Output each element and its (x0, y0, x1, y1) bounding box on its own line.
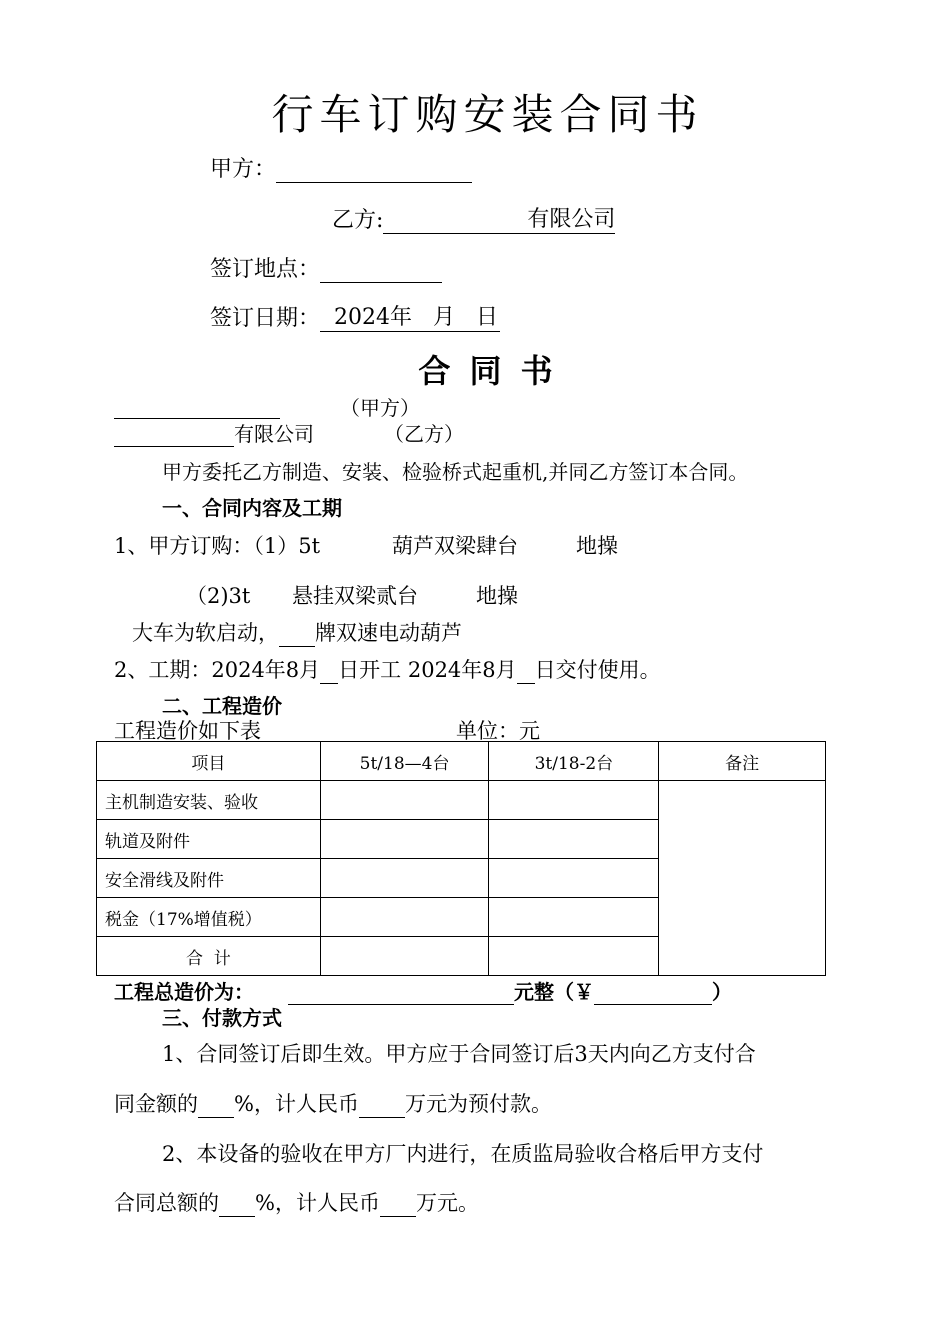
section2-heading: 二、工程造价 (162, 694, 282, 718)
schedule-end-prefix: 日开工 2024年8月 (338, 658, 517, 682)
cell-5t (320, 898, 489, 937)
schedule-start-day-blank (320, 661, 338, 684)
party-a-line (210, 152, 472, 183)
p1-prefix: 同金额的 (114, 1092, 198, 1116)
row-label: 税金（17%增值税） (97, 898, 321, 937)
total-price-line (114, 976, 732, 1005)
table-row (97, 781, 826, 820)
order-item-2-prefix: （2)3t (186, 584, 251, 608)
prepay-amount-blank (359, 1095, 405, 1118)
prepay-percent-blank (198, 1095, 234, 1118)
order-item-1-desc: 葫芦双梁肆台 (392, 534, 518, 558)
cell-3t (489, 859, 659, 898)
party-b-blank (383, 202, 615, 234)
header-3t: 3t/18-2台 (489, 742, 659, 781)
motor-post: 牌双速电动葫芦 (315, 621, 462, 645)
schedule-end-day-blank (517, 661, 535, 684)
payment-para2-line2 (114, 1187, 479, 1217)
party-b-name-suffix: 有限公司 (234, 422, 314, 446)
party-b-line (332, 202, 615, 234)
table-caption: 工程造价如下表 (114, 719, 261, 743)
party-b-tag: （乙方） (384, 422, 464, 446)
p2-suffix: 万元。 (415, 1191, 479, 1215)
total-price-close: ） (712, 980, 732, 1004)
total-price-label: 工程总造价为： (114, 980, 254, 1004)
payment-para1-line2 (114, 1088, 552, 1118)
payment-para1-line1: 1、合同签订后即生效。甲方应于合同签订后3天内向乙方支付合 (162, 1042, 756, 1066)
row-label: 主机制造安装、验收 (97, 781, 321, 820)
total-price-suffix: 元整（￥ (514, 980, 594, 1004)
header-item: 项目 (97, 742, 321, 781)
cell-5t (320, 820, 489, 859)
schedule-line (114, 654, 661, 684)
table-header-row (97, 742, 826, 781)
schedule-start-prefix: 2、工期：2024年8月 (114, 658, 321, 682)
motor-pre: 大车为软启动， (132, 621, 279, 645)
party-b-name-line (114, 418, 314, 447)
section1-heading: 一、合同内容及工期 (162, 496, 342, 520)
p1-mid: %，计人民币 (234, 1092, 359, 1116)
p2-prefix: 合同总额的 (114, 1191, 219, 1215)
row-label: 安全滑线及附件 (97, 859, 321, 898)
p1-suffix: 万元为预付款。 (404, 1092, 552, 1116)
acceptance-amount-blank (380, 1194, 416, 1217)
acceptance-percent-blank (219, 1194, 255, 1217)
order-item-2-op: 地操 (476, 584, 518, 608)
party-a-name-blank (114, 396, 280, 419)
remark-cell (659, 781, 826, 976)
cell-3t (489, 937, 659, 976)
cost-table (96, 741, 826, 976)
payment-para2-line1: 2、本设备的验收在甲方厂内进行，在质监局验收合格后甲方支付 (162, 1142, 764, 1166)
cell-3t (489, 820, 659, 859)
contract-heading: 合 同 书 (418, 352, 557, 390)
header-remark: 备注 (659, 742, 826, 781)
sign-date-label: 签订日期： (210, 306, 321, 331)
section3-heading: 三、付款方式 (162, 1006, 282, 1030)
schedule-end-suffix: 日交付使用。 (534, 658, 661, 682)
party-a-tag: （甲方） (340, 396, 420, 420)
motor-line (132, 617, 462, 647)
order-item-1 (114, 530, 320, 560)
party-b-suffix: 有限公司 (527, 207, 616, 232)
cell-5t (320, 781, 489, 820)
cell-5t (320, 859, 489, 898)
sign-place-label: 签订地点： (210, 257, 321, 282)
sign-date-line (210, 300, 500, 332)
party-a-blank (276, 156, 472, 183)
party-b-label: 乙方: (332, 208, 384, 233)
sign-place-line (210, 252, 442, 283)
order-item-2-desc: 悬挂双梁贰台 (292, 584, 418, 608)
cell-3t (489, 898, 659, 937)
motor-brand-blank (279, 624, 315, 647)
sign-date-value: 2024年 月 日 (320, 300, 500, 332)
intro-paragraph: 甲方委托乙方制造、安装、检验桥式起重机,并同乙方签订本合同。 (162, 460, 749, 484)
sign-place-blank (320, 256, 442, 283)
cell-5t (320, 937, 489, 976)
header-5t: 5t/18—4台 (320, 742, 489, 781)
row-label-total: 合 计 (97, 937, 321, 976)
row-label: 轨道及附件 (97, 820, 321, 859)
order-item-1-op: 地操 (576, 534, 618, 558)
unit-label: 单位：元 (456, 719, 540, 743)
p2-mid: %，计人民币 (255, 1191, 380, 1215)
party-a-label: 甲方： (210, 157, 277, 182)
total-price-words-blank (288, 982, 514, 1005)
document-title: 行车订购安装合同书 (271, 90, 704, 139)
order-item-1-prefix: 1、甲方订购：（1）5t (114, 534, 321, 558)
party-b-name-blank (114, 424, 234, 447)
total-price-amount-blank (594, 982, 712, 1005)
cell-3t (489, 781, 659, 820)
